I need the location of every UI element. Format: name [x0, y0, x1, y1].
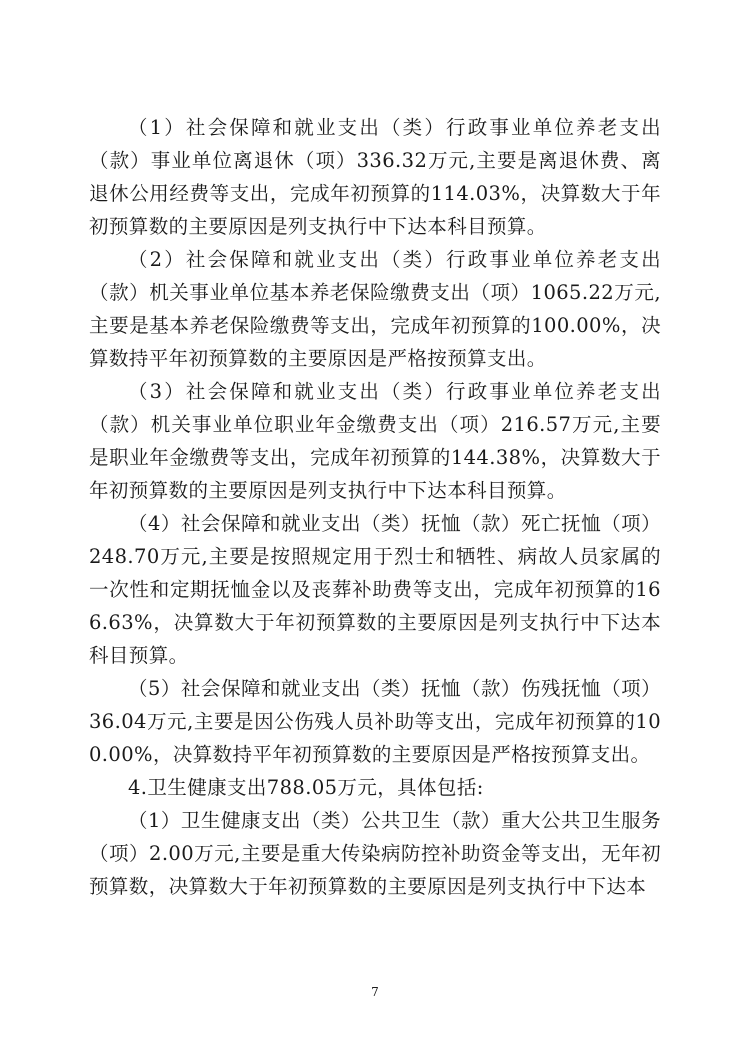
paragraph-disability-pension: （5）社会保障和就业支出（类）抚恤（款）伤残抚恤（项）36.04万元,主要是因公伤残人员补助等支出，完成年初预算的100.00%，决算数持平年初预算数的主要原因是严格按预算支出。 — [89, 677, 661, 766]
page-number: 7 — [371, 985, 379, 999]
paragraph-occupational-annuity: （3）社会保障和就业支出（类）行政事业单位养老支出（款）机关事业单位职业年金缴费支出（项）216.57万元,主要是职业年金缴费等支出，完成年初预算的144.38%，决算数大于年初预算数的主要原因是列支执行中下达本科目预算。 — [89, 380, 661, 502]
paragraph-public-health: （1）卫生健康支出（类）公共卫生（款）重大公共卫生服务（项）2.00万元,主要是重大传染病防控补助资金等支出，无年初预算数，决算数大于年初预算数的主要原因是列支执行中下达本 — [89, 809, 661, 898]
document-body — [89, 111, 661, 903]
paragraph-pension-insurance: （2）社会保障和就业支出（类）行政事业单位养老支出（款）机关事业单位基本养老保险缴费支出（项）1065.22万元,主要是基本养老保险缴费等支出，完成年初预算的100.00%，决算数持平年初预算数的主要原因是严格按预算支出。 — [89, 248, 661, 370]
section-heading-health: 4.卫生健康支出788.05万元，具体包括: — [128, 776, 484, 799]
paragraph-death-pension: （4）社会保障和就业支出（类）抚恤（款）死亡抚恤（项）248.70万元,主要是按照规定用于烈士和牺牲、病故人员家属的一次性和定期抚恤金以及丧葬补助费等支出，完成年初预算的166.63%，决算数大于年初预算数的主要原因是列支执行中下达本科目预算。 — [89, 512, 661, 667]
paragraph-pension-retirement: （1）社会保障和就业支出（类）行政事业单位养老支出（款）事业单位离退休（项）336.32万元,主要是离退休费、离退休公用经费等支出，完成年初预算的114.03%，决算数大于年初预算数的主要原因是列支执行中下达本科目预算。 — [89, 116, 661, 238]
